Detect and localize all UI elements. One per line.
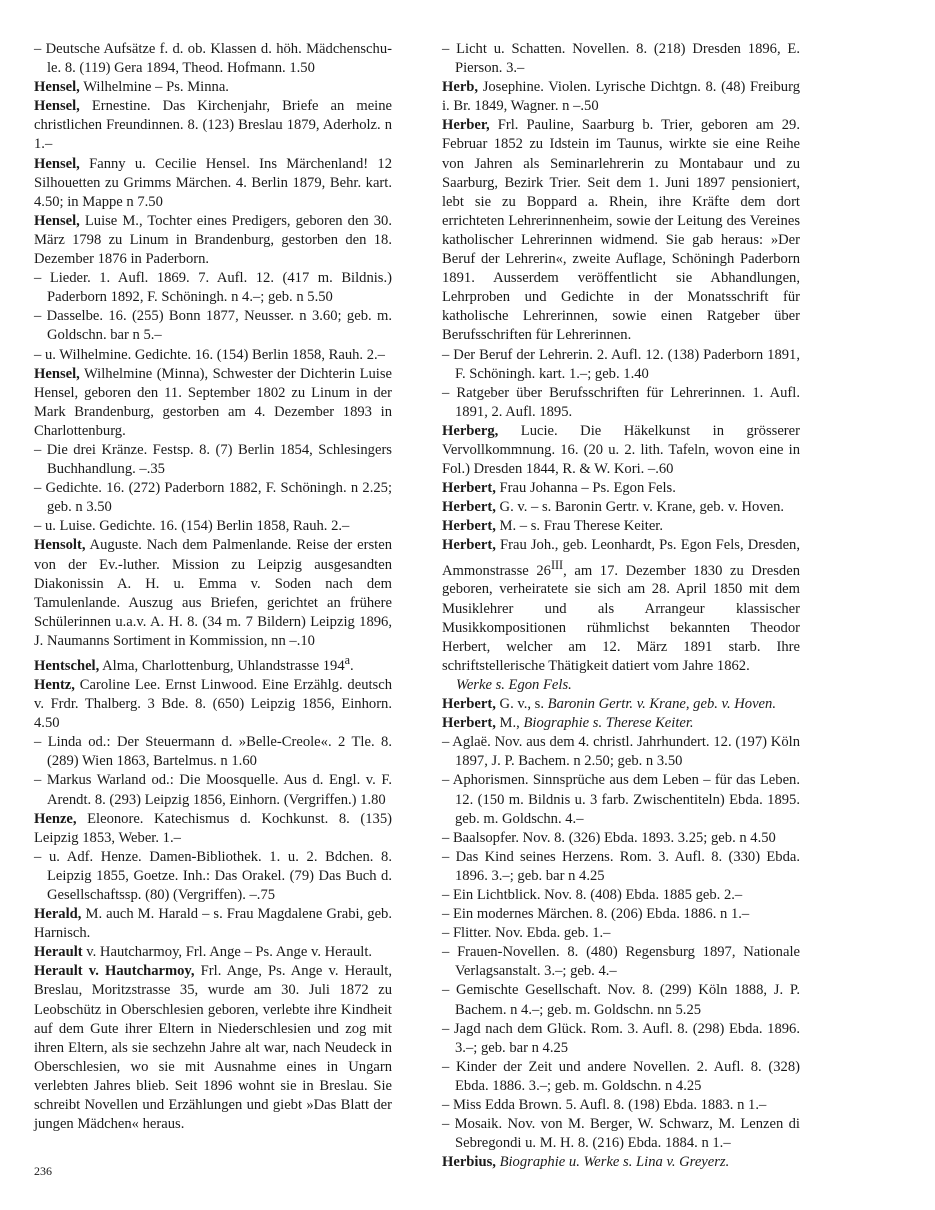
work-text: – Gedichte. 16. (272) Paderborn 1882, F. Schöningh. n 2.25; geb. n 3.50 (34, 480, 392, 516)
work-text: – Deutsche Aufsätze f. d. ob. Klassen d. höh. Mädchenschu-le. 8. (119) Gera 1894, Theod. Hofmann. 1.50 (34, 41, 392, 77)
work-item (442, 771, 800, 828)
work-item (34, 479, 392, 517)
right-column (442, 40, 800, 1172)
work-item (442, 1115, 800, 1153)
entry-name: Hentschel, (34, 657, 100, 674)
entry-name: Herbert, (442, 480, 496, 497)
work-item (442, 1096, 800, 1115)
work-text: – Baalsopfer. Nov. 8. (326) Ebda. 1893. 3.25; geb. n 4.50 (442, 829, 776, 846)
work-item (34, 307, 392, 345)
work-item (442, 346, 800, 384)
entry-text: Frl. Pauline, Saarburg b. Trier, geboren am 29. Februar 1852 zu Idstein im Taunus, wirkte sie eine Reihe von Jahren als Seminarlehrerin zu Montabaur und zu Saarburg, Bezirk Trier. Seit dem 1. Juni 1897 pensioniert, lebt sie zu Boppard a. Rhein, ihre Kräfte dem dort errichteten Lehrerinnenheim, sowie der Leitung des Vereines katholischer Lehrerinnen widmend. Sie gab heraus: »Der Beruf der Lehrerin«, zweite Auflage, Schöningh Paderborn 1891. Ausserdem veröffentlicht sie Abhandlungen, Lehrproben und Gedichte in der Monatsschrift für katholische Lehrerinnen, sowie einen Ratgeber über Berufsschriften für Lehrerinnen. (442, 117, 800, 344)
work-text: – u. Wilhelmine. Gedichte. 16. (154) Berlin 1858, Rauh. 2.– (34, 346, 385, 363)
entry-name: Herbert, (442, 696, 496, 713)
entry-name: Hensel, (34, 365, 80, 382)
entry-heading (442, 78, 800, 116)
entry-text: Auguste. Nach dem Palmenlande. Reise der ersten von der Ev.-luther. Mission zu Leipzig ausgesandten Diakonissin A. H. u. Emma v. Soden nach dem Tamulenlande. Auszug aus Briefen, gerichtet an frühere Schülerinnen u.a.v. A. H. 8. (34 m. 7 Bildern) Leipzig 1896, J. Naumanns Sortiment in Kommission, nn –.10 (34, 537, 392, 649)
entry-text: M., (495, 715, 524, 732)
entry-text: Wilhelmine – Ps. Minna. (79, 79, 229, 96)
entry-text: Wilhelmine (Minna), Schwester der Dichterin Luise Hensel, geboren den 11. September 1802 zu Linum in der Mark Brandenburg, gestorben am 4. Dezember 1893 in Charlottenburg. (34, 365, 392, 439)
work-text: – Jagd nach dem Glück. Rom. 3. Aufl. 8. (298) Ebda. 1896. 3.–; geb. bar n 4.25 (442, 1020, 800, 1056)
work-text: – Ein modernes Märchen. 8. (206) Ebda. 1886. n 1.– (442, 906, 750, 923)
work-item (442, 905, 800, 924)
entry-heading (442, 517, 800, 536)
entry-heading (442, 695, 800, 714)
work-item (442, 829, 800, 848)
entry-name: Herbert, (442, 537, 496, 554)
work-item (442, 1058, 800, 1096)
work-text: – Ein Lichtblick. Nov. 8. (408) Ebda. 1885 geb. 2.– (442, 886, 743, 903)
entry-heading (34, 905, 392, 943)
entry-reference: Biographie s. Therese Keiter. (523, 715, 694, 732)
work-item (442, 943, 800, 981)
entry-heading (34, 810, 392, 848)
work-text: – Frauen-Novellen. 8. (480) Regensburg 1897, Nationale Verlagsanstalt. 3.–; geb. 4.– (442, 944, 800, 980)
entry-name: Hensolt, (34, 537, 86, 554)
entry-name: Herald, (34, 906, 82, 923)
entry-text-continued: . (350, 657, 354, 674)
work-item (34, 517, 392, 536)
work-text: – Miss Edda Brown. 5. Aufl. 8. (198) Ebda. 1883. n 1.– (442, 1097, 767, 1114)
work-item (34, 733, 392, 771)
entry-heading (34, 365, 392, 441)
entry-name: Herbius, (442, 1154, 496, 1171)
work-item (34, 848, 392, 905)
work-item (442, 848, 800, 886)
work-item (442, 733, 800, 771)
entry-text: Frau Johanna – Ps. Egon Fels. (495, 480, 676, 497)
entry-superscript: III (550, 557, 564, 572)
work-item (442, 924, 800, 943)
work-item (34, 441, 392, 479)
entry-heading (442, 714, 800, 733)
work-text: – Markus Warland od.: Die Moosquelle. Aus d. Engl. v. F. Arendt. 8. (293) Leipzig 1856, Einhorn. (Vergriffen.) 1.80 (34, 772, 392, 808)
entry-text-continued: , am 17. Dezember 1830 zu Dresden geboren, verheiratete sie sich am 28. April 1850 mit dem Musiklehrer und als Arrangeur klassischer Musikkompositionen rühmlichst bekannten Theodor Herbert, welcher am 12. März 1891 starb. Ihre schriftstellerische Thätigkeit datiert vom Jahre 1862. (442, 562, 800, 674)
entry-text: Frl. Ange, Ps. Ange v. Herault, Breslau, Moritzstrasse 35, wurde am 30. Juli 1872 zu Leobschütz in Oberschlesien geboren, verlebte ihre Kindheit auf dem Gute ihrer Eltern in Niederschlesien und zog mit ihren Eltern, als sie sechzehn Jahre alt war, nach Neudeck in Oberschlesien, wo sie mit Ausnahme eines in Ungarn verlebten Jahres blieb. Seit 1896 wohnt sie in Breslau. Sie schreibt Novellen und Erzählungen und giebt »Das Blatt der jungen Mädchen« heraus. (34, 963, 392, 1133)
work-item (34, 40, 392, 78)
entry-name: Hensel, (34, 98, 80, 115)
entry-name: Herberg, (442, 422, 499, 439)
work-text: – Ratgeber über Berufsschriften für Lehrerinnen. 1. Aufl. 1891, 2. Aufl. 1895. (442, 384, 800, 420)
entry-text: Luise M., Tochter eines Predigers, geboren den 30. März 1798 zu Linum in Brandenburg, gestorben den 18. Dezember 1876 in Paderborn. (34, 212, 392, 268)
entry-heading (442, 536, 800, 676)
work-text: – Licht u. Schatten. Novellen. 8. (218) Dresden 1896, E. Pierson. 3.– (442, 41, 800, 77)
work-text: – u. Luise. Gedichte. 16. (154) Berlin 1858, Rauh. 2.– (34, 518, 350, 535)
entry-reference: Werke s. Egon Fels. (456, 676, 572, 693)
entry-name: Hensel, (34, 155, 80, 172)
entry-name: Hentz, (34, 676, 75, 693)
work-text: – Die drei Kränze. Festsp. 8. (7) Berlin 1854, Schlesingers Buchhandlung. –.35 (34, 441, 392, 478)
work-item (34, 269, 392, 307)
entry-name: Henze, (34, 810, 77, 827)
page-number: 236 (34, 1164, 52, 1178)
entry-text: Josephine. Violen. Lyrische Dichtgn. 8. (48) Freiburg i. Br. 1849, Wagner. n –.50 (442, 79, 800, 115)
entry-heading (34, 943, 392, 962)
entry-heading (34, 97, 392, 154)
work-item (442, 886, 800, 905)
entry-text: M. – s. Frau Therese Keiter. (495, 518, 664, 535)
entry-reference: Biographie u. Werke s. Lina v. Greyerz. (499, 1154, 730, 1171)
entry-name: Herb, (442, 79, 479, 96)
entry-heading (34, 651, 392, 676)
work-text: – Der Beruf der Lehrerin. 2. Aufl. 12. (138) Paderborn 1891, F. Schöningh. kart. 1.–; geb. 1.40 (442, 346, 800, 382)
work-text: – Flitter. Nov. Ebda. geb. 1.– (442, 925, 611, 942)
work-text: – Lieder. 1. Aufl. 1869. 7. Aufl. 12. (417 m. Bildnis.) Paderborn 1892, F. Schöningh. n 4.–; geb. n 5.50 (34, 270, 392, 306)
work-item (442, 981, 800, 1019)
entry-name: Herault (34, 944, 83, 961)
entry-heading (34, 536, 392, 651)
entry-name: Herbert, (442, 715, 496, 732)
entry-text: M. auch M. Harald – s. Frau Magdalene Grabi, geb. Harnisch. (34, 906, 392, 942)
left-column (34, 40, 392, 1134)
entry-heading (34, 78, 392, 97)
work-item (34, 771, 392, 809)
work-item (442, 40, 800, 78)
entry-text: Lucie. Die Häkelkunst in grösserer Vervollkommnung. 16. (20 u. 2. lith. Tafeln, wovon eine in Fol.) Dresden 1844, R. & W. Kori. –.60 (442, 422, 800, 478)
work-text: – Aglaë. Nov. aus dem 4. christl. Jahrhundert. 12. (197) Köln 1897, J. P. Bachem. n 2.50; geb. n 3.50 (442, 734, 800, 770)
entry-heading (442, 422, 800, 479)
entry-name: Herbert, (442, 499, 496, 516)
work-item (442, 384, 800, 422)
entry-text: Ernestine. Das Kirchenjahr, Briefe an meine christlichen Freundinnen. 8. (123) Breslau 1879, Aderholz. n 1.– (34, 98, 392, 153)
entry-text: G. v., s. (495, 696, 548, 713)
entry-heading (34, 212, 392, 269)
entry-name: Herber, (442, 117, 490, 134)
work-item (442, 1020, 800, 1058)
entry-text: v. Hautcharmoy, Frl. Ange – Ps. Ange v. Herault. (82, 944, 373, 961)
work-text: – Dasselbe. 16. (255) Bonn 1877, Neusser. n 3.60; geb. m. Goldschn. bar n 5.– (34, 308, 392, 344)
entry-text: Caroline Lee. Ernst Linwood. Eine Erzählg. deutsch v. Frdr. Thalberg. 3 Bde. 8. (650) Leipzig 1856, Einhorn. 4.50 (34, 676, 392, 732)
entry-heading (442, 1153, 800, 1172)
entry-heading (34, 155, 392, 212)
entry-text: Fanny u. Cecilie Hensel. Ins Märchenland! 12 Silhouetten zu Grimms Märchen. 4. Berlin 1879, Behr. kart. 4.50; in Mappe n 7.50 (34, 155, 392, 210)
entry-heading (442, 116, 800, 345)
entry-heading (34, 676, 392, 733)
entry-text: Alma, Charlottenburg, Uhlandstrasse 194 (99, 657, 345, 674)
entry-name: Herault v. Hautcharmoy, (34, 963, 195, 980)
work-text: – Mosaik. Nov. von M. Berger, W. Schwarz, M. Lenzen di Sebregondi u. M. H. 8. (216) Ebda. 1884. n 1.– (442, 1116, 800, 1152)
entry-name: Hensel, (34, 212, 80, 229)
entry-text: Frau Joh., geb. Leonhardt, Ps. Egon Fels, Dresden, Ammonstrasse 26 (442, 537, 800, 579)
work-text: – Aphorismen. Sinnsprüche aus dem Leben – für das Leben. 12. (150 m. Bildnis u. 3 farb. Zwischentiteln) Ebda. 1895. geb. m. Goldschn. 4.– (442, 772, 800, 827)
entry-note (442, 676, 800, 695)
entry-text: Eleonore. Katechismus d. Kochkunst. 8. (135) Leipzig 1853, Weber. 1.– (34, 810, 392, 846)
entry-heading (34, 962, 392, 1134)
entry-name: Hensel, (34, 79, 80, 96)
entry-name: Herbert, (442, 518, 496, 535)
work-text: – u. Adf. Henze. Damen-Bibliothek. 1. u. 2. Bdchen. 8. Leipzig 1855, Goetze. Inh.: Das Orakel. (79) Das Buch d. Gesellschaftssp. (80) (Vergriffen). –.75 (34, 848, 392, 903)
work-text: – Kinder der Zeit und andere Novellen. 2. Aufl. 8. (328) Ebda. 1886. 3.–; geb. m. Goldschn. n 4.25 (442, 1058, 800, 1094)
work-text: – Das Kind seines Herzens. Rom. 3. Aufl. 8. (330) Ebda. 1896. 3.–; geb. bar n 4.25 (442, 848, 800, 884)
work-text: – Gemischte Gesellschaft. Nov. 8. (299) Köln 1888, J. P. Bachem. n 4.–; geb. m. Goldschn. nn 5.25 (442, 982, 800, 1018)
entry-text: G. v. – s. Baronin Gertr. v. Krane, geb. v. Hoven. (495, 499, 785, 516)
work-text: – Linda od.: Der Steuermann d. »Belle-Creole«. 2 Tle. 8. (289) Wien 1863, Bartelmus. n 1.60 (34, 734, 392, 770)
entry-heading (442, 479, 800, 498)
work-item (34, 346, 392, 365)
entry-superscript: a (344, 653, 351, 667)
entry-reference: Baronin Gertr. v. Krane, geb. v. Hoven. (547, 696, 776, 713)
entry-heading (442, 498, 800, 517)
